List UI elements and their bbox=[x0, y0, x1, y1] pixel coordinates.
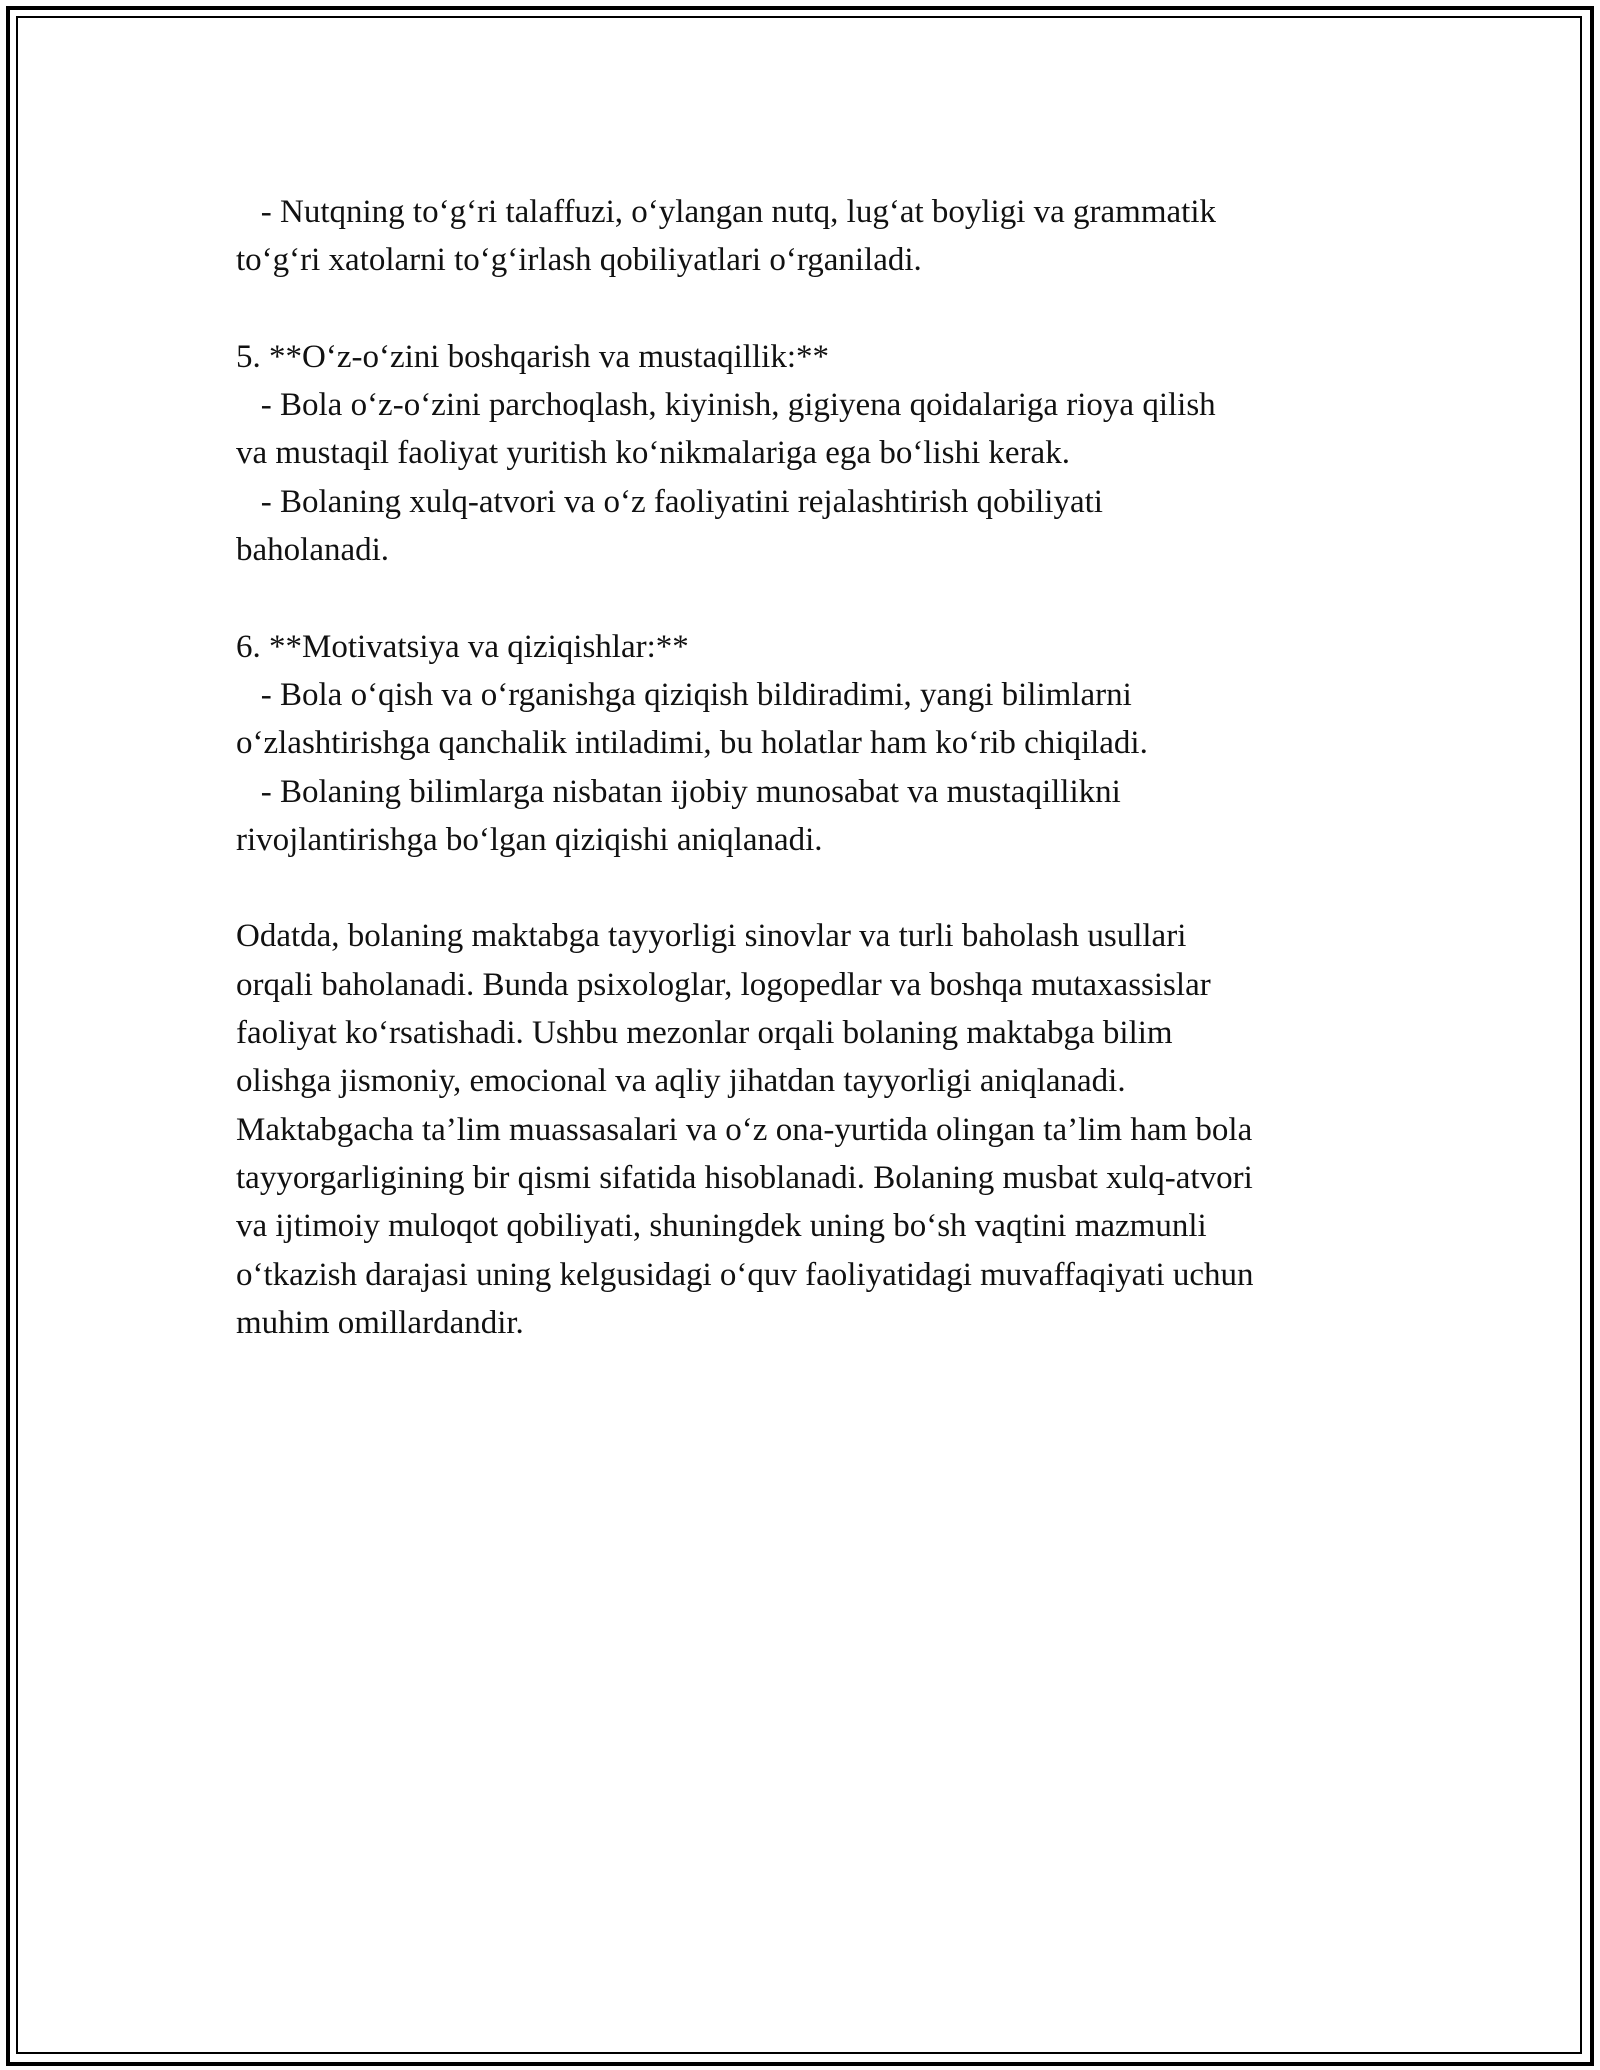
text-line: - Bolaning bilimlarga nisbatan ijobiy munosabat va mustaqillikni bbox=[236, 773, 1121, 810]
text-line: - Bola o‘qish va o‘rganishga qiziqish bildiradimi, yangi bilimlarni bbox=[236, 676, 1132, 713]
paragraph-conclusion bbox=[236, 912, 1396, 1347]
text-line: va ijtimoiy muloqot qobiliyati, shuningdek uning bo‘sh vaqtini mazmunli bbox=[236, 1208, 1207, 1245]
section-heading: 6. **Motivatsiya va qiziqishlar:** bbox=[236, 628, 689, 665]
text-line: o‘zlashtirishga qanchalik intiladimi, bu holatlar ham ko‘rib chiqiladi. bbox=[236, 725, 1148, 762]
text-line: to‘g‘ri xatolarni to‘g‘irlash qobiliyatlari o‘rganiladi. bbox=[236, 242, 922, 279]
paragraph-speech-continuation bbox=[236, 188, 1396, 285]
text-line: Odatda, bolaning maktabga tayyorligi sinovlar va turli baholash usullari bbox=[236, 918, 1187, 955]
text-line: muhim omillardandir. bbox=[236, 1304, 524, 1341]
text-line: - Bolaning xulq-atvori va o‘z faoliyatini rejalashtirish qobiliyati bbox=[236, 483, 1103, 520]
paragraph-spacer bbox=[236, 574, 1396, 622]
text-line: o‘tkazish darajasi uning kelgusidagi o‘quv faoliyatidagi muvaffaqiyati uchun bbox=[236, 1256, 1254, 1293]
section-self-control bbox=[236, 333, 1396, 574]
text-line: - Nutqning to‘g‘ri talaffuzi, o‘ylangan nutq, lug‘at boyligi va grammatik bbox=[236, 194, 1216, 230]
section-heading: 5. **O‘z-o‘zini boshqarish va mustaqillik:** bbox=[236, 338, 829, 375]
text-line: olishga jismoniy, emocional va aqliy jihatdan tayyorligi aniqlanadi. bbox=[236, 1063, 1126, 1100]
text-line: - Bola o‘z-o‘zini parchoqlash, kiyinish, gigiyena qoidalariga rioya qilish bbox=[236, 387, 1216, 424]
text-line: rivojlantirishga bo‘lgan qiziqishi aniqlanadi. bbox=[236, 821, 823, 858]
paragraph-spacer bbox=[236, 285, 1396, 333]
text-line: baholanadi. bbox=[236, 532, 390, 569]
text-line: va mustaqil faoliyat yuritish ko‘nikmalariga ega bo‘lishi kerak. bbox=[236, 435, 1070, 472]
text-line: faoliyat ko‘rsatishadi. Ushbu mezonlar orqali bolaning maktabga bilim bbox=[236, 1015, 1173, 1052]
text-line: orqali baholanadi. Bunda psixologlar, logopedlar va boshqa mutaxassislar bbox=[236, 966, 1211, 1003]
text-line: tayyorgarligining bir qismi sifatida hisoblanadi. Bolaning musbat xulq-atvori bbox=[236, 1159, 1253, 1196]
text-line: Maktabgacha ta’lim muassasalari va o‘z ona-yurtida olingan ta’lim ham bola bbox=[236, 1111, 1253, 1148]
paragraph-spacer bbox=[236, 864, 1396, 912]
document-body bbox=[236, 188, 1396, 1347]
section-motivation bbox=[236, 623, 1396, 864]
